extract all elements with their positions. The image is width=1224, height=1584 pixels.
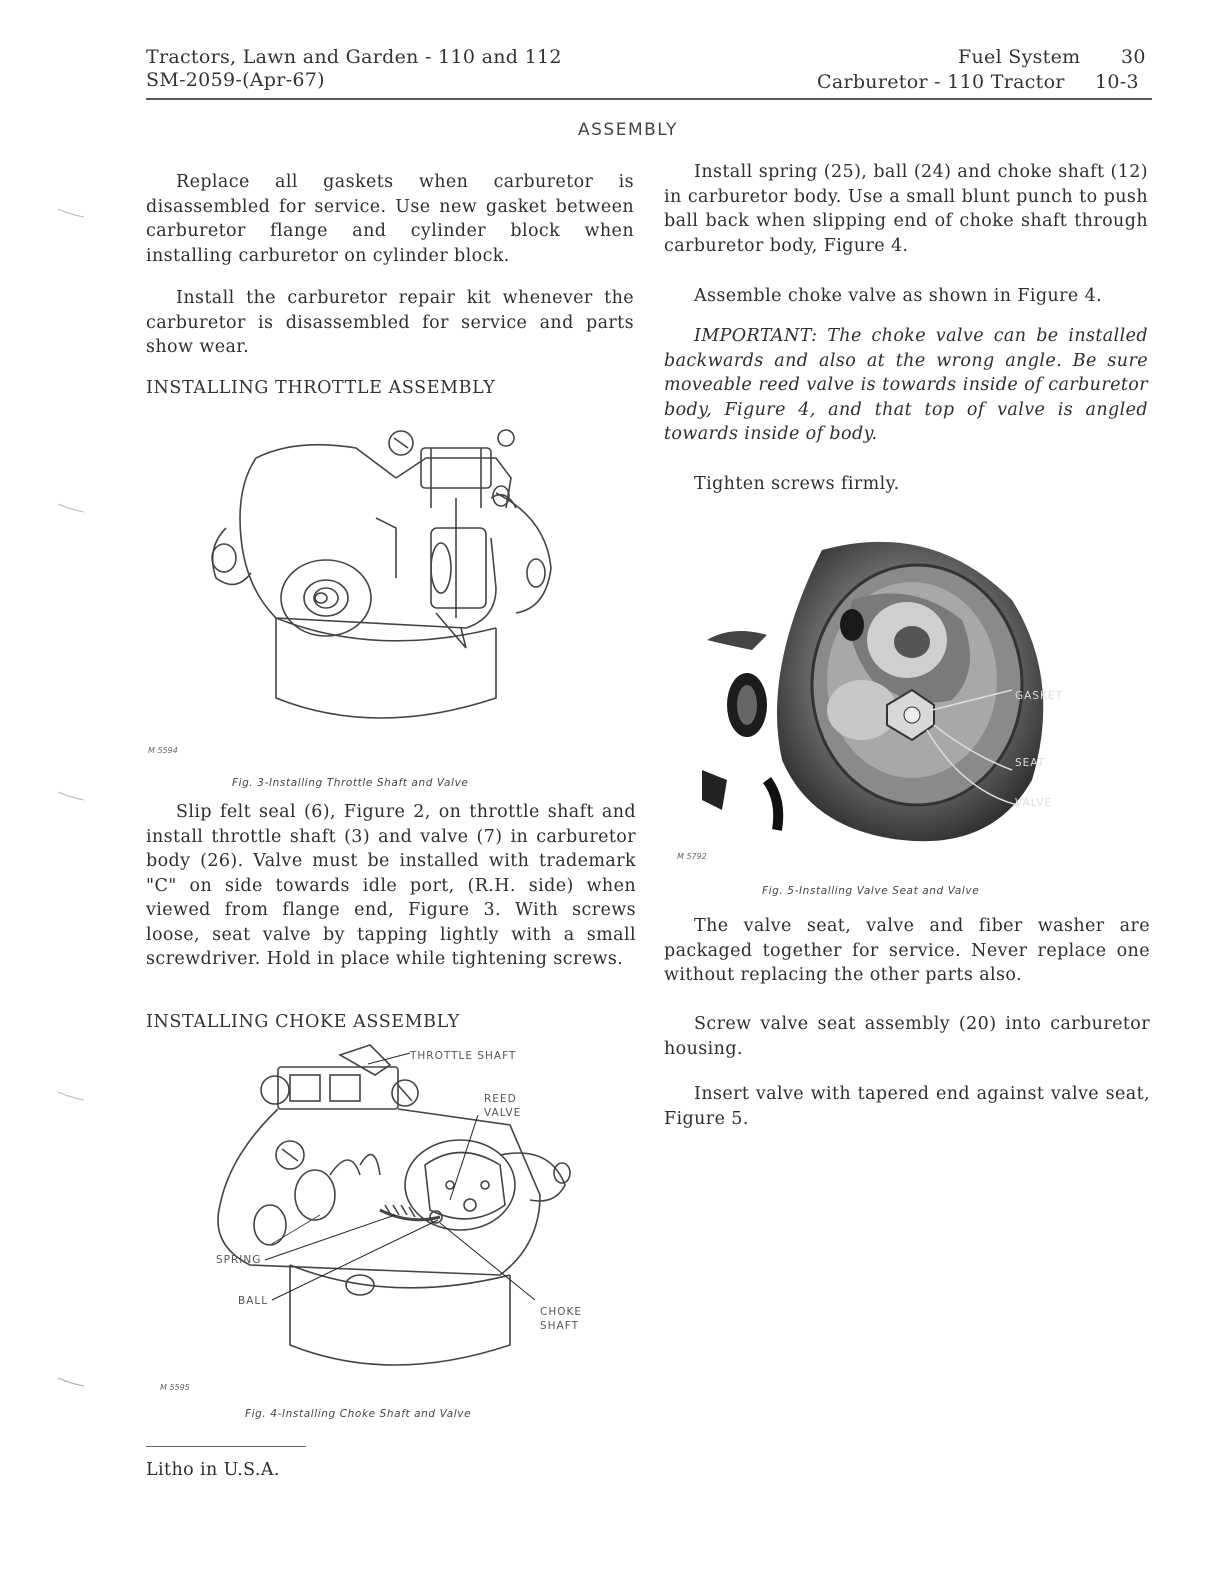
important-note: IMPORTANT: The choke valve can be installed backwards and also at the wrong angle. Be sure moveable reed valve is towards inside of carburetor body, Figure 4, and that top of valve is angled towards inside of body. [664, 326, 1148, 444]
header-left-line2: SM-2059-(Apr-67) [146, 69, 325, 91]
figure-4-caption: Fig. 4-Installing Choke Shaft and Valve [245, 1408, 472, 1420]
throttle-install-paragraph: Slip felt seal (6), Figure 2, on throttle shaft and install throttle shaft (3) and valve (7) in carburetor body (26). Valve must be installed with trademark "C" on side towards idle port, (R.H. side) when viewed from flange end, Figure 3. With screws loose, seat valve by tapping lightly with a small screwdriver. Hold in place while tightening screws. [146, 802, 636, 969]
tighten-screws-paragraph: Tighten screws firmly. [694, 474, 900, 494]
figure-4-id: M 5595 [160, 1383, 190, 1392]
header-section-number: 10-3 [1095, 71, 1139, 93]
assemble-choke-paragraph: Assemble choke valve as shown in Figure 4. [694, 286, 1103, 306]
figure-4-label-ball: BALL [238, 1295, 269, 1307]
insert-valve-paragraph: Insert valve with tapered end against valve seat, Figure 5. [664, 1084, 1150, 1129]
figure-4-label-spring: SPRING [216, 1254, 262, 1266]
heading-installing-choke: INSTALLING CHOKE ASSEMBLY [146, 1012, 460, 1032]
margin-mark [58, 1088, 84, 1102]
header-right-label1: Fuel System [958, 46, 1081, 68]
assembly-paragraph-repair-kit: Install the carburetor repair kit whenever the carburetor is disassembled for service and parts show wear. [146, 288, 634, 357]
footer-rule [146, 1446, 306, 1447]
figure-5-valve-seat-photo [672, 530, 1062, 860]
figure-3-throttle-illustration [196, 418, 566, 748]
choke-install-paragraph: Install spring (25), ball (24) and choke shaft (12) in carburetor body. Use a small blunt punch to push ball back when slipping end of choke shaft through carburetor body, Figure 4. [664, 162, 1148, 256]
header-right-label2: Carburetor - 110 Tractor [817, 71, 1065, 93]
margin-mark [58, 788, 84, 802]
header-rule [146, 98, 1152, 100]
figure-4-label-shaft: SHAFT [540, 1320, 580, 1332]
assembly-paragraph-gaskets: Replace all gaskets when carburetor is disassembled for service. Use new gasket between carburetor flange and cylinder block when installing carburetor on cylinder block. [146, 172, 634, 266]
figure-5-label-seat: SEAT [1015, 757, 1046, 769]
heading-installing-throttle: INSTALLING THROTTLE ASSEMBLY [146, 378, 496, 398]
margin-mark [58, 1374, 84, 1388]
footer-litho: Litho in U.S.A. [146, 1460, 280, 1480]
figure-4-label-valve: VALVE [484, 1107, 522, 1119]
figure-5-id: M 5792 [677, 852, 707, 861]
figure-3-caption: Fig. 3-Installing Throttle Shaft and Valve [232, 777, 469, 789]
figure-5-caption: Fig. 5-Installing Valve Seat and Valve [762, 885, 980, 897]
figure-4-label-reed: REED [484, 1093, 517, 1105]
figure-4-label-choke: CHOKE [540, 1306, 583, 1318]
figure-5-label-valve: VALVE [1015, 797, 1053, 809]
valve-seat-packaging-paragraph: The valve seat, valve and fiber washer are packaged together for service. Never replace one without replacing the other parts also. [664, 916, 1150, 985]
figure-4-label-throttle-shaft: THROTTLE SHAFT [410, 1050, 517, 1062]
figure-5-label-gasket: GASKET [1015, 690, 1063, 702]
margin-mark [58, 205, 84, 219]
screw-valve-seat-paragraph: Screw valve seat assembly (20) into carburetor housing. [664, 1014, 1150, 1059]
margin-mark [58, 500, 84, 514]
header-left-line1: Tractors, Lawn and Garden - 110 and 112 [146, 46, 562, 68]
section-title: ASSEMBLY [578, 120, 678, 140]
header-page-number: 30 [1121, 46, 1146, 68]
figure-3-id: M 5594 [148, 746, 178, 755]
